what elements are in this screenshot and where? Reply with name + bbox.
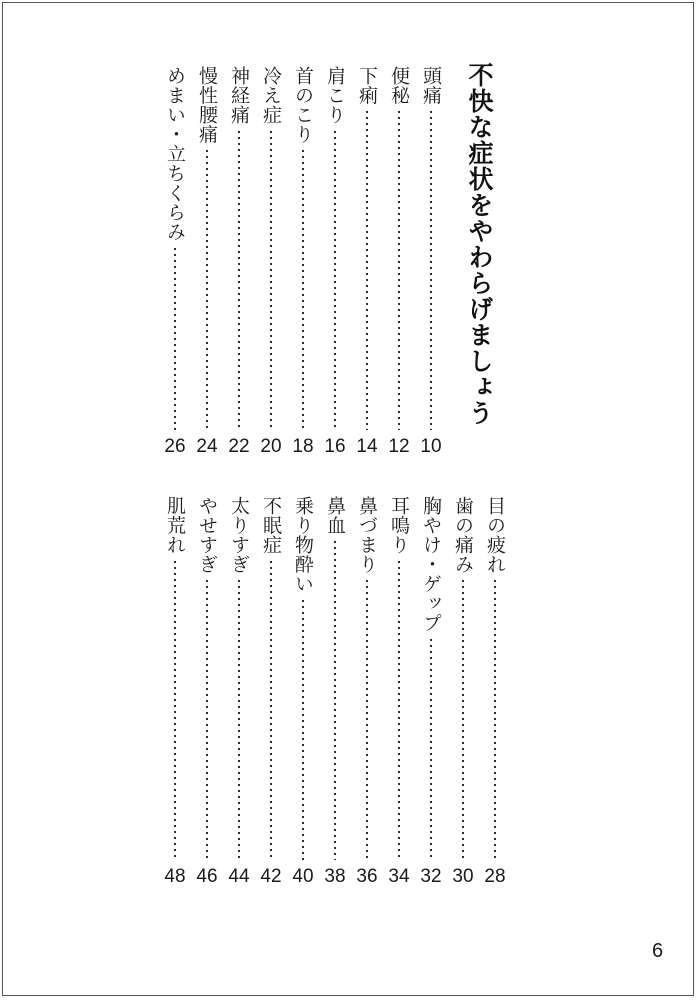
toc-entry-page: 16 (324, 436, 346, 457)
leader-dots (206, 148, 208, 430)
toc-entry[interactable] (194, 496, 220, 888)
toc-entry-page: 18 (292, 436, 314, 457)
leader-dots (174, 559, 176, 861)
toc-entry-page: 48 (164, 866, 186, 887)
toc-entry-page: 26 (164, 436, 186, 457)
toc-entry-title: 下痢 (356, 66, 378, 105)
toc-entry[interactable] (258, 496, 284, 888)
toc-entry-page: 32 (420, 866, 442, 887)
toc-entry-page: 38 (324, 866, 346, 887)
leader-dots (238, 129, 240, 431)
toc-entry-page: 34 (388, 866, 410, 887)
toc-entry-title: 不眠症 (260, 496, 282, 555)
toc-entry-title: 肩こり (324, 66, 346, 125)
toc-entry[interactable] (482, 496, 508, 888)
toc-entry[interactable] (258, 66, 284, 458)
toc-entry[interactable] (354, 66, 380, 458)
toc-entry-title: 乗り物酔い (292, 496, 314, 594)
toc-entry-title: 慢性腰痛 (196, 66, 218, 144)
toc-entry[interactable] (162, 496, 188, 888)
leader-dots (366, 578, 368, 860)
toc-entry[interactable] (162, 66, 188, 458)
leader-dots (174, 246, 176, 431)
toc-entry-title: 胸やけ・ゲップ (420, 496, 442, 633)
toc-entry-title: 歯の痛み (452, 496, 474, 574)
toc-entry-title: やせすぎ (196, 496, 218, 574)
toc-entry-page: 10 (420, 436, 442, 457)
toc-entry-title: 太りすぎ (228, 496, 250, 574)
toc-entry-title: 肌荒れ (164, 496, 186, 555)
toc-entry[interactable] (354, 496, 380, 888)
toc-entry-page: 40 (292, 866, 314, 887)
toc-entry-title: 鼻血 (324, 496, 346, 535)
leader-dots (238, 578, 240, 860)
toc-entry-title: 冷え症 (260, 66, 282, 125)
leader-dots (462, 578, 464, 860)
toc-entry-page: 30 (452, 866, 474, 887)
toc-entry-page: 14 (356, 436, 378, 457)
toc-entry[interactable] (290, 496, 316, 888)
toc-entry-page: 24 (196, 436, 218, 457)
toc-entry-page: 22 (228, 436, 250, 457)
page-number: 6 (652, 940, 664, 962)
toc-entry-page: 28 (484, 866, 506, 887)
toc-entry-page: 20 (260, 436, 282, 457)
leader-dots (398, 559, 400, 861)
toc-entry-title: 耳鳴り (388, 496, 410, 555)
toc-entry[interactable] (194, 66, 220, 458)
leader-dots (366, 109, 368, 430)
toc-entry[interactable] (386, 496, 412, 888)
leader-dots (270, 129, 272, 431)
toc-entry-title: 首のこり (292, 66, 314, 144)
toc-entry-title: 目の疲れ (484, 496, 506, 574)
toc-entry[interactable] (418, 66, 444, 458)
toc-entry[interactable] (418, 496, 444, 888)
leader-dots (430, 109, 432, 430)
leader-dots (302, 598, 304, 861)
toc-entry-page: 44 (228, 866, 250, 887)
toc-entry-page: 42 (260, 866, 282, 887)
toc-entry[interactable] (290, 66, 316, 458)
page-border (2, 2, 694, 996)
toc-entry-page: 12 (388, 436, 410, 457)
toc-entry-title: 頭痛 (420, 66, 442, 105)
toc-entry-title: 便秘 (388, 66, 410, 105)
toc-entry-title: めまい・立ちくらみ (164, 66, 186, 242)
toc-entry-title: 鼻づまり (356, 496, 378, 574)
toc-entry[interactable] (450, 496, 476, 888)
toc-entry-page: 46 (196, 866, 218, 887)
leader-dots (430, 637, 432, 861)
toc-entry[interactable] (322, 496, 348, 888)
leader-dots (302, 148, 304, 430)
toc-entry-page: 36 (356, 866, 378, 887)
leader-dots (334, 539, 336, 860)
toc-entry[interactable] (386, 66, 412, 458)
leader-dots (494, 578, 496, 860)
leader-dots (270, 559, 272, 861)
toc-entry-title: 神経痛 (228, 66, 250, 125)
toc-entry[interactable] (322, 66, 348, 458)
leader-dots (334, 129, 336, 431)
toc-entry[interactable] (226, 496, 252, 888)
leader-dots (206, 578, 208, 860)
toc-entry[interactable] (226, 66, 252, 458)
section-heading: 不快な症状をやわらげましょう (465, 62, 494, 426)
leader-dots (398, 109, 400, 430)
